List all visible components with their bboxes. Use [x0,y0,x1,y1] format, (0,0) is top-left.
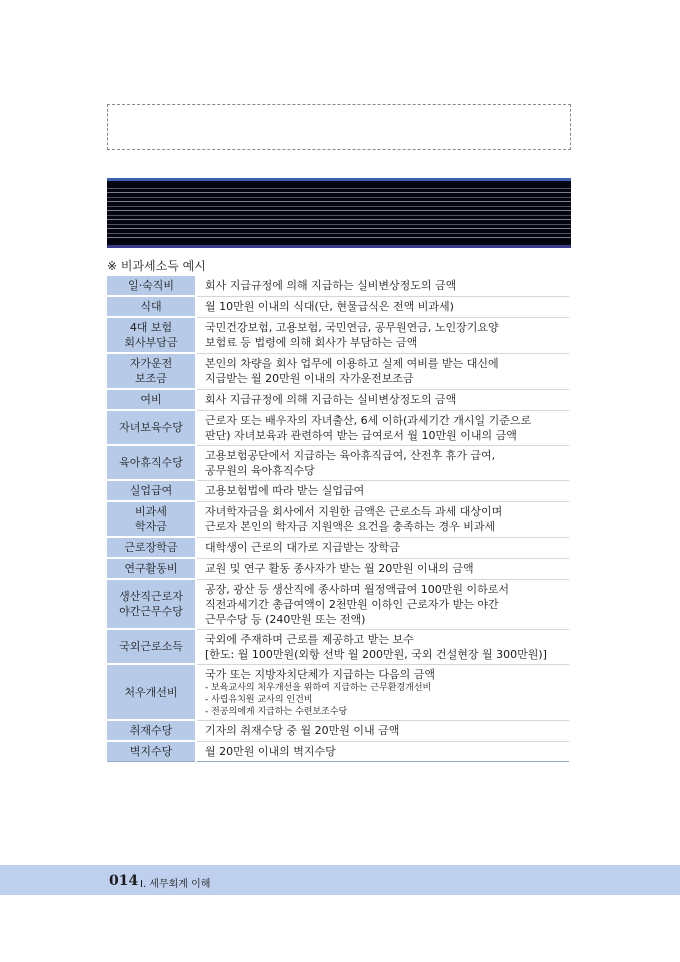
term-line: 보조금 [135,372,167,385]
row-term [107,317,196,353]
description-line: 공무원의 육아휴직수당 [205,463,315,477]
description-line: 본인의 차량을 회사 업무에 이용하고 실제 여비를 받는 대신에 [205,357,499,370]
page-footer [0,865,680,895]
description-line: [한도: 월 100만원(외항 선박 월 200만원, 국외 건설현장 월 300만원)] [205,647,547,661]
term-line: 자녀보육수당 [119,421,183,434]
description-line: 근무수당 등 (240만원 또는 전액) [205,612,366,626]
row-term [107,276,196,296]
term-line: 식대 [140,300,162,313]
table-row [107,353,569,389]
term-line: 처우개선비 [124,685,178,699]
sub-item-line: - 전공의에게 지급하는 수련보조수당 [205,706,348,717]
row-description [196,353,569,389]
description-line: 근로자 본인의 학자금 지원액은 요건을 충족하는 경우 비과세 [205,520,496,533]
section-note: ※ 비과세소득 예시 [107,259,206,273]
row-term [107,558,196,579]
empty-dashed-box [107,104,571,150]
term-line: 근로장학금 [124,541,178,554]
non-taxable-income-table [107,276,569,762]
row-term [107,720,196,741]
table-row [107,296,569,317]
table-row [107,558,569,579]
row-description [196,720,569,741]
row-description [196,317,569,353]
table-row [107,741,569,762]
row-description [196,501,569,537]
row-term [107,389,196,410]
description-line: 월 20만원 이내의 벽지수당 [205,744,336,758]
header-banner-image [107,178,571,248]
description-line: 국민건강보험, 고용보험, 국민연금, 공무원연금, 노인장기요양 [205,321,499,334]
row-description [196,480,569,501]
banner-stripes [107,184,571,240]
table-row [107,501,569,537]
row-term [107,410,196,445]
row-term [107,296,196,317]
term-line: 일·숙직비 [127,279,174,292]
table-row [107,720,569,741]
row-term [107,353,196,389]
row-term [107,480,196,501]
description-line: 기자의 취재수당 중 월 20만원 이내 금액 [205,724,400,737]
row-description [196,276,569,296]
description-line: 판단) 자녀보육과 관련하여 받는 급여로서 월 10만원 이내의 금액 [205,428,517,442]
row-description [196,389,569,410]
row-description [196,558,569,579]
term-line: 취재수당 [129,724,173,737]
row-term [107,579,196,629]
table-row [107,480,569,501]
term-line: 여비 [140,393,162,406]
term-line: 벽지수당 [129,745,173,758]
row-term [107,537,196,558]
table-row [107,579,569,629]
description-line: 국외에 주재하며 근로를 제공하고 받는 보수 [205,632,414,646]
term-line: 육아휴직수당 [119,456,183,469]
description-line: 공장, 광산 등 생산직에 종사하며 월정액급여 100만원 이하로서 [205,582,509,596]
term-line: 비과세 [135,505,167,518]
row-description [196,664,569,720]
row-term [107,664,196,720]
description-line: 회사 지급규정에 의해 지급하는 실비변상정도의 금액 [205,279,457,293]
row-description [196,410,569,445]
row-description [196,296,569,317]
row-term [107,501,196,537]
table-row [107,317,569,353]
row-description [196,579,569,629]
banner-bottom-line [107,245,571,248]
description-line: 고용보험법에 따라 받는 실업급여 [205,484,365,497]
term-line: 생산직근로자 [119,590,183,603]
term-line: 연구활동비 [124,562,178,575]
description-line: 대학생이 근로의 대가로 지급받는 장학금 [205,541,400,554]
description-line: 자녀학자금을 회사에서 지원한 금액은 근로소득 과세 대상이며 [205,505,503,518]
description-line: 월 10만원 이내의 식대(단, 현물급식은 전액 비과세) [205,300,454,313]
description-line: 고용보험공단에서 지급하는 육아휴직급여, 산전후 휴가 급여, [205,448,496,462]
table-row [107,664,569,720]
description-line: 국가 또는 지방자치단체가 지급하는 다음의 금액 [205,667,436,681]
table-row [107,629,569,664]
table-row [107,410,569,445]
chapter-title: Ⅰ. 세무회계 이해 [140,879,211,890]
term-line: 4대 보험 [129,321,173,334]
description-line: 보험료 등 법령에 의해 회사가 부담하는 금액 [205,336,418,349]
table-row [107,276,569,296]
row-term [107,741,196,762]
term-line: 야간근무수당 [119,605,183,618]
sub-item-line: - 사립유치원 교사의 인건비 [205,694,313,705]
banner-top-line [107,178,571,181]
row-term [107,629,196,664]
description-line: 직전과세기간 총급여액이 2천만원 이하인 근로자가 받는 야간 [205,597,499,611]
row-term [107,445,196,480]
term-line: 국외근로소득 [119,640,183,653]
row-description [196,537,569,558]
description-line: 교원 및 연구 활동 종사자가 받는 월 20만원 이내의 금액 [205,562,474,575]
term-line: 회사부담금 [124,336,178,349]
term-line: 자가운전 [129,357,173,370]
term-line: 실업급여 [129,484,173,497]
table-row [107,389,569,410]
sub-item-line: - 보육교사의 처우개선을 위하여 지급하는 근무환경개선비 [205,682,432,693]
table-row [107,537,569,558]
page-number: 014 [109,873,139,889]
description-line: 근로자 또는 배우자의 자녀출산, 6세 이하(과세기간 개시일 기준으로 [205,413,532,427]
row-description [196,445,569,480]
row-description [196,741,569,762]
description-line: 지급받는 월 20만원 이내의 자가운전보조금 [205,372,414,385]
table-row [107,445,569,480]
term-line: 학자금 [135,520,167,533]
description-line: 회사 지급규정에 의해 지급하는 실비변상정도의 금액 [205,393,457,406]
row-description [196,629,569,664]
